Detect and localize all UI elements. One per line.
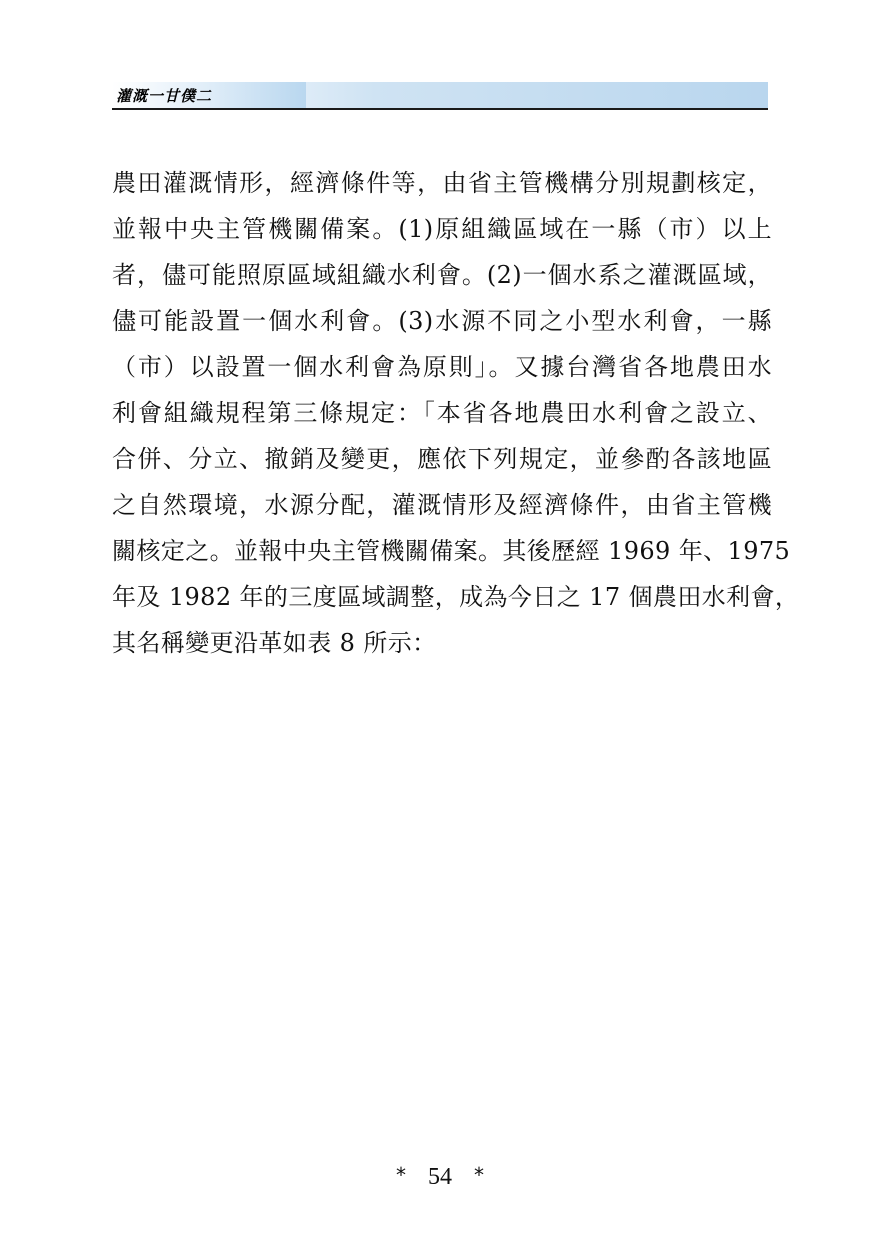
text-line: 者，儘可能照原區域組織水利會。(2)一個水系之灌溉區域，: [112, 261, 772, 289]
running-header-tab: [112, 82, 306, 108]
text-line: 合併、分立、撤銷及變更，應依下列規定，並參酌各該地區: [112, 445, 772, 473]
running-title: 灌溉一甘僕二: [116, 87, 213, 105]
page-number: 54: [428, 1164, 452, 1190]
body-paragraph: [112, 160, 800, 666]
header-rule: [112, 108, 768, 110]
text-line: 利會組織規程第三條規定：「本省各地農田水利會之設立、: [112, 399, 772, 427]
footer-star-right: *: [474, 1163, 484, 1187]
page-footer: [0, 1160, 880, 1192]
text-line: （市）以設置一個水利會為原則」。又據台灣省各地農田水: [112, 353, 772, 381]
running-header-bar: [112, 82, 768, 108]
text-line: 年及 1982 年的三度區域調整，成為今日之 17 個農田水利會，: [112, 583, 800, 611]
text-line: 儘可能設置一個水利會。(3)水源不同之小型水利會，一縣: [112, 307, 772, 335]
text-line: 關核定之。並報中央主管機關備案。其後歷經 1969 年、1975: [112, 537, 791, 565]
text-line: 農田灌溉情形，經濟條件等，由省主管機構分別規劃核定，: [112, 169, 772, 197]
footer-star-left: *: [396, 1163, 406, 1187]
text-line: 之自然環境，水源分配，灌溉情形及經濟條件，由省主管機: [112, 491, 772, 519]
text-line: 其名稱變更沿革如表 8 所示：: [112, 629, 437, 657]
text-line: 並報中央主管機關備案。(1)原組織區域在一縣（市）以上: [112, 215, 772, 243]
